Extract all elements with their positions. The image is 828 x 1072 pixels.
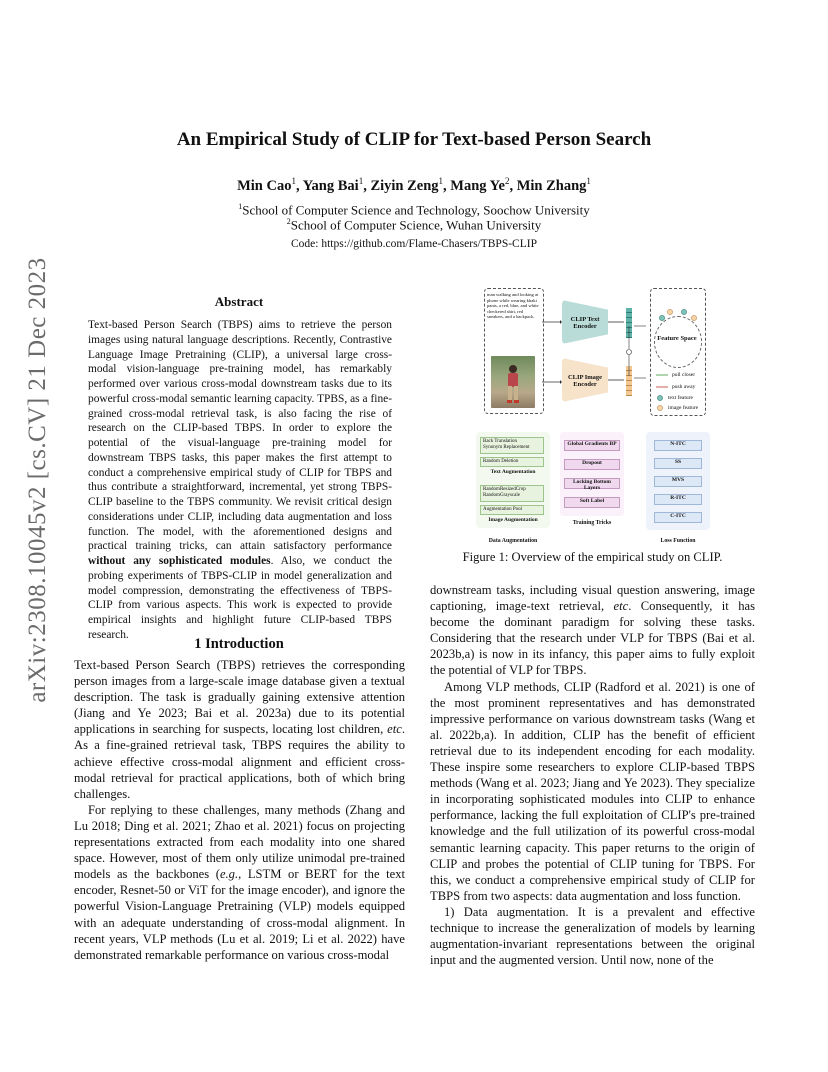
aug-label: RandomResizedCrop [483, 487, 526, 492]
author-name: Min Zhang [516, 177, 587, 194]
legend-pull-closer: pull closer [672, 372, 696, 378]
author-name: Min Cao [237, 177, 292, 194]
text-encoder-label: CLIP Text Encoder [570, 316, 600, 330]
image-aug-item: Augmentation Pool [480, 505, 544, 515]
left-column [74, 657, 405, 963]
author-name: Ziyin Zeng [370, 177, 439, 194]
paragraph [74, 802, 405, 963]
section-heading: 1 Introduction [194, 636, 284, 652]
paragraph [74, 657, 405, 802]
aug-label: Synonym Replacement [483, 445, 530, 450]
person-photo [491, 356, 535, 408]
author-affiliation-mark: 1 [586, 176, 591, 186]
italic-text: e.g. [219, 867, 239, 882]
legend-image-feature: image feature [668, 405, 699, 411]
text-aug-item [480, 437, 544, 454]
author-affiliation-mark: 1 [358, 176, 364, 186]
figure-caption: Figure 1: Overview of the empirical study on CLIP. [462, 550, 723, 564]
author-affiliation-mark: 2 [504, 176, 510, 186]
affiliation-mark: 2 [286, 217, 291, 226]
code-link[interactable]: Code: https://github.com/Flame-Chasers/TBPS-CLIP [291, 238, 537, 250]
affiliation-2 [0, 217, 828, 233]
image-aug-item [480, 485, 544, 502]
abstract-heading: Abstract [214, 294, 264, 309]
image-encoder-label: CLIP Image Encoder [567, 374, 603, 388]
paragraph: 1) Data augmentation. It is a prevalent and effective technique to increase the generalization of models by learning augmentation-invariant representations between the original input and the augmented version. Until now, none of the [430, 904, 755, 968]
trick-item: Dropout [564, 459, 620, 470]
italic-text: etc [387, 722, 402, 737]
figure-1 [476, 286, 744, 548]
trick-item: Global Gradients BP [564, 440, 620, 451]
author-list: Min Cao$^1$, Yang Bai$^1$, Ziyin Zeng$^1$, Mang Ye$^2$, Min Zhang$^1$ [237, 176, 591, 194]
loss-item: C-ITC [654, 512, 702, 523]
paragraph [430, 582, 755, 679]
loss-item: SS [654, 458, 702, 469]
paragraph: Among VLP methods, CLIP (Radford et al. 2021) is one of the most prominent representatives and has demonstrated impressive performance on various downstream tasks (Wang et al. 2022b,a). In addition, CLIP has the benefit of efficient retrieval due to its independent encoding for each modality. These inspire some researchers to explore CLIP-based TBPS methods (Wang et al. 2023; Jiang and Ye 2023). They specialize in incorporating sophisticated modules into CLIP to enhance performance, lacking the full exploitation of CLIP's pre-trained knowledge and the full utilization of its powerful cross-modal semantic learning capacity. This paper returns to the origin of CLIP and probes the potential of CLIP tuning for TBPS. For this, we conduct a comprehensive empirical study of CLIP for TBPS from two aspects: data augmentation and loss function. [430, 679, 755, 903]
training-tricks-label: Training Tricks [572, 520, 612, 526]
author-name: Yang Bai [302, 177, 359, 194]
legend-push-away: push away [672, 384, 696, 390]
aug-label: RandomGrayscale [483, 493, 520, 498]
abstract-text-end: . Also, we conduct the probing experiments of TBPS-CLIP in model generalization and model compression, demonstrating the effectiveness of TBPS-CLIP from various aspects. This work is expected to provide empirical insights and highlight future CLIP-based TBPS research. [88, 555, 392, 641]
paragraph-text: . As a fine-grained retrieval task, TBPS requires the ability to achieve effective cross-modal alignment and efficient cross-modal retrieval for practical applications, both of which bring challenges. [74, 722, 405, 801]
trick-item: Soft Label [564, 497, 620, 508]
right-column [430, 582, 755, 968]
image-aug-label: Image Augmentation [488, 517, 538, 523]
input-arrows [542, 316, 562, 386]
paper-title: An Empirical Study of CLIP for Text-based Person Search [176, 129, 652, 150]
affiliation-1 [0, 202, 828, 218]
text-aug-item: Random Deletion [480, 457, 544, 467]
aug-label: Back Translation [483, 439, 518, 444]
abstract-text: Text-based Person Search (TBPS) aims to retrieve the person images using natural language descriptions. Recently, Contrastive Language Image Pretraining (CLIP), a universal large cross-modal vision-language pre-training model, has remarkably performed over various cross-modal downstream tasks due to its powerful cross-modal semantic learning capacity. TPBS, as a fine-grained cross-modal retrieval task, is also facing the rise of research on the CLIP-based TBPS. In order to explore the potential of the visual-language pre-training model for downstream TBPS tasks, this paper makes the first attempt to conduct a comprehensive empirical study of CLIP for TBPS and thus contribute a straightforward, incremental, yet strong TBPS-CLIP baseline to the TBPS community. We revisit critical design considerations under CLIP, including data augmentation and loss function. The model, with the aforementioned designs and practical training tricks, can attain satisfactory performance [88, 319, 392, 553]
author-affiliation-mark: 1 [291, 176, 296, 186]
paragraph-text: , LSTM or BERT for the text encoder, Resnet-50 or ViT for the image encoder), and ignore the powerful Vision-Language Pretraining (VLP) models equipped with an adequate understanding of cross-modal alignment. In recent years, VLP methods (Lu et al. 2019; Li et al. 2022) have demonstrated remarkable performance on various cross-modal [74, 867, 405, 962]
query-text: man walking and looking at phone while wearing khaki pants, a red, blue, and white checkered shirt, red sneakers, and a backpack. [487, 292, 539, 320]
abstract-emphasis: without any sophisticated modules [88, 555, 271, 567]
paragraph-text: . Consequently, it has become the dominant paradigm for solving these tasks. Considering that the research under VLP for TBPS (Bai et al. 2023b,a) is now in its infancy, this paper aims to fully exploit the potential of VLP for TBPS. [430, 599, 755, 678]
paragraph-text: Text-based Person Search (TBPS) retrieves the corresponding person images from a large-scale image database given a textual description. The task is gradually gaining extensive attention (Jiang and Ye 2023; Bai et al. 2023a) due to its potential applications in searching for suspects, locating lost children, [74, 658, 405, 737]
legend-text-feature: text feature [668, 395, 693, 401]
encoder-output-arrows [608, 316, 648, 396]
abstract-body [88, 318, 392, 643]
italic-text: etc [613, 599, 629, 614]
loss-item: MVS [654, 476, 702, 487]
paragraph-text: downstream tasks, including visual question answering, image captioning, image-text retrieval, [430, 583, 755, 614]
text-aug-label: Text Augmentation [490, 469, 536, 475]
paragraph-text: For replying to these challenges, many methods (Zhang and Lu 2018; Ding et al. 2021; Zhao et al. 2021) focus on projecting representations extracted from each modality into one shared space. However, most of them only utilize unimodal pre-trained models as the backbones ( [74, 802, 405, 882]
author-affiliation-mark: 1 [438, 176, 444, 186]
feature-space-label: Feature Space [657, 335, 697, 342]
affiliation-mark: 1 [238, 202, 243, 211]
trick-item: Locking Bottom Layers [564, 478, 620, 489]
loss-item: R-ITC [654, 494, 702, 505]
affiliation-text: School of Computer Science, Wuhan University [290, 217, 542, 233]
loss-function-label: Loss Function [660, 538, 696, 544]
author-name: Mang Ye [450, 177, 505, 194]
loss-item: N-ITC [654, 440, 702, 451]
arxiv-stamp [24, 257, 52, 703]
arxiv-id: arXiv:2308.10045v2 [cs.CV] 21 Dec 2023 [24, 257, 51, 703]
data-augmentation-label: Data Augmentation [488, 538, 538, 544]
affiliation-text: School of Computer Science and Technology, Soochow University [242, 202, 590, 218]
person-icon [491, 356, 535, 408]
